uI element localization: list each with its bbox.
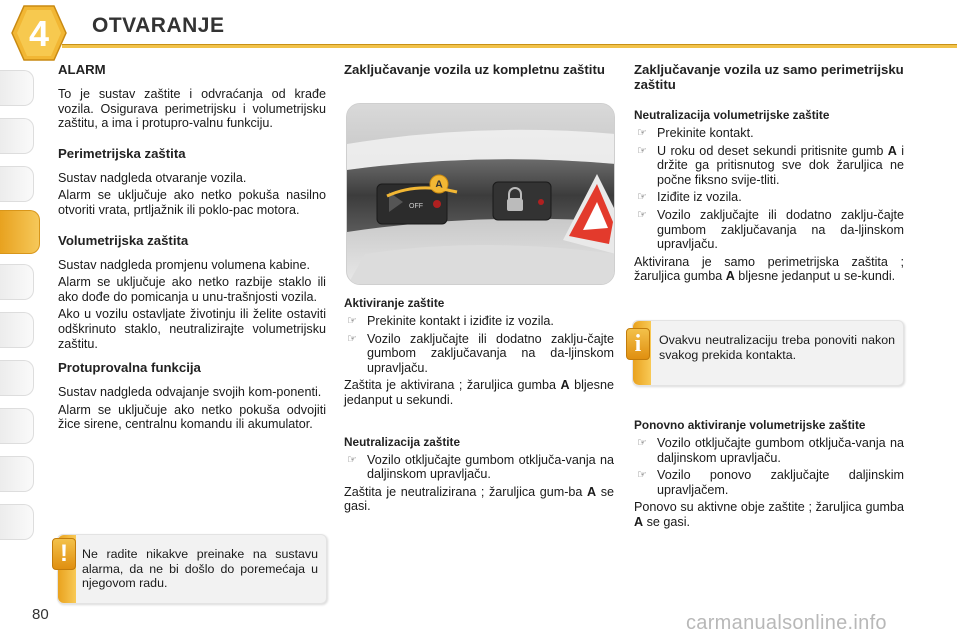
- title-rule: [62, 45, 957, 48]
- volume-text-2: Alarm se uključuje ako netko razbije staklo ili ako dođe do pomicanja u unu-trašnjosti vozila.: [58, 275, 326, 304]
- vol-neutral-step-1: ☞ Prekinite kontakt.: [634, 126, 904, 141]
- neutral-step-1: ☞ Vozilo otključajte gumbom otključa-vanja na daljinskom upravljaču.: [344, 453, 614, 482]
- page-title: OTVARANJE: [92, 14, 225, 37]
- neutral-heading: Neutralizacija zaštite: [344, 434, 461, 449]
- page-number: 80: [32, 606, 49, 623]
- perimeter-text-1: Sustav nadgleda otvaranje vozila.: [58, 170, 247, 185]
- column-full-protection-body: [344, 296, 614, 517]
- key-a: A: [587, 484, 597, 499]
- reactivate-step-1: ☞ Vozilo otključajte gumbom otključa-vanja na daljinskom upravljaču.: [634, 436, 904, 465]
- column-alarm: [58, 62, 326, 435]
- watermark: carmanualsonline.info: [686, 612, 887, 634]
- vol-neutral-step-2: ☞ U roku od deset sekundi pritisnite gumb A i držite ga pritisnutog sve dok žaruljica ne počne fiksno svije-tliti.: [634, 144, 904, 188]
- warning-note: [57, 534, 327, 604]
- info-note: [632, 320, 904, 386]
- full-protection-heading: Zaključavanje vozila uz kompletnu zaštitu: [344, 62, 605, 77]
- chapter-badge: [10, 4, 68, 62]
- reactivate-heading: Ponovno aktiviranje volumetrijske zaštite: [634, 418, 866, 432]
- perimeter-text-2: Alarm se uključuje ako netko pokuša nasilno otvoriti vrata, prtljažnik ili poklo-pac motora.: [58, 188, 326, 217]
- chapter-tab-1[interactable]: [0, 70, 34, 106]
- chapter-tab-7[interactable]: [0, 360, 34, 396]
- key-a: A: [887, 143, 897, 158]
- neutral-result: Zaštita je neutralizirana ; žaruljica gum-ba A se gasi.: [344, 484, 614, 514]
- tamper-heading: Protuprovalna funkcija: [58, 360, 201, 376]
- volume-text-1: Sustav nadgleda promjenu volumena kabine.: [58, 257, 311, 272]
- key-a: A: [725, 269, 735, 284]
- info-icon: i: [626, 328, 650, 360]
- chapter-tabs: [0, 60, 46, 580]
- chapter-tab-4-active[interactable]: [0, 210, 40, 254]
- reactivate-list: [634, 436, 904, 497]
- activation-step-1: ☞ Prekinite kontakt i iziđite iz vozila.: [344, 314, 614, 329]
- volume-heading: Volumetrijska zaštita: [58, 232, 189, 248]
- chapter-tab-10[interactable]: [0, 504, 34, 540]
- alarm-heading: ALARM: [58, 62, 106, 77]
- tamper-text-1: Sustav nadgleda odvajanje svojih kom-ponenti.: [58, 385, 322, 400]
- perimeter-heading: Perimetrijska zaštita: [58, 145, 186, 161]
- volume-text-3: Ako u vozilu ostavljate životinju ili želite ostaviti odškrinuto staklo, neutralizirajte volumetrijsku zaštitu.: [58, 307, 326, 351]
- warning-icon: !: [52, 538, 76, 570]
- activation-heading: Aktiviranje zaštite: [344, 296, 445, 310]
- reactivate-step-2: ☞ Vozilo ponovo zaključajte daljinskim upravljačem.: [634, 468, 904, 497]
- switch-label: OFF: [409, 203, 423, 210]
- vol-neutral-step-4: ☞ Vozilo zaključajte ili dodatno zaklju-čajte gumbom zaključavanja na da-ljinskom upravljaču.: [634, 208, 904, 252]
- neutral-list: [344, 453, 614, 482]
- key-a: A: [560, 378, 570, 393]
- activation-step-2: ☞ Vozilo zaključajte ili dodatno zaklju-čajte gumbom zaključavanja na da-ljinskom upravljaču.: [344, 332, 614, 376]
- chapter-tab-9[interactable]: [0, 456, 34, 492]
- chapter-number: 4: [28, 13, 50, 54]
- info-note-text: Ovakvu neutralizaciju treba ponoviti nakon svakog prekida kontakta.: [659, 333, 895, 362]
- column-full-protection: [344, 62, 614, 87]
- alarm-text: To je sustav zaštite i odvraćanja od krađe vozila. Osigurava perimetrijsku i volumetrijsku zaštitu, a ima i protupro-valnu funkciju.: [58, 87, 326, 131]
- vol-neutral-step-3: ☞ Iziđite iz vozila.: [634, 190, 904, 205]
- tamper-text-2: Alarm se uključuje ako netko pokuša odvojiti žice sirene, centralnu komandu ili akumulator.: [58, 402, 326, 432]
- vol-neutral-list: [634, 126, 904, 252]
- chapter-tab-6[interactable]: [0, 312, 34, 348]
- activation-result: Zaštita je aktivirana ; žaruljica gumba A bljesne jedanput u sekundi.: [344, 378, 614, 407]
- vol-neutral-heading: Neutralizacija volumetrijske zaštite: [634, 108, 830, 122]
- warning-note-text: Ne radite nikakve preinake na sustavu alarma, da ne bi došlo do poremećaja u njegovom radu.: [82, 547, 318, 590]
- key-a: A: [634, 514, 644, 529]
- figure-button-label: A: [435, 179, 443, 191]
- column-reactivate: [634, 418, 904, 533]
- activation-list: [344, 314, 614, 375]
- column-perimeter-only: [634, 62, 904, 287]
- reactivate-result: Ponovo su aktivne obje zaštite ; žaruljica gumba A se gasi.: [634, 500, 904, 529]
- vol-neutral-result: Aktivirana je samo perimetrijska zaštita ; žaruljica gumba A bljesne jedanput u se-kundi.: [634, 254, 904, 284]
- chapter-tab-5[interactable]: [0, 264, 34, 300]
- chapter-tab-3[interactable]: [0, 166, 34, 202]
- chapter-tab-8[interactable]: [0, 408, 34, 444]
- alarm-button-figure: [346, 103, 615, 285]
- chapter-tab-2[interactable]: [0, 118, 34, 154]
- perimeter-only-heading: Zaključavanje vozila uz samo perimetrijsku zaštitu: [634, 62, 904, 92]
